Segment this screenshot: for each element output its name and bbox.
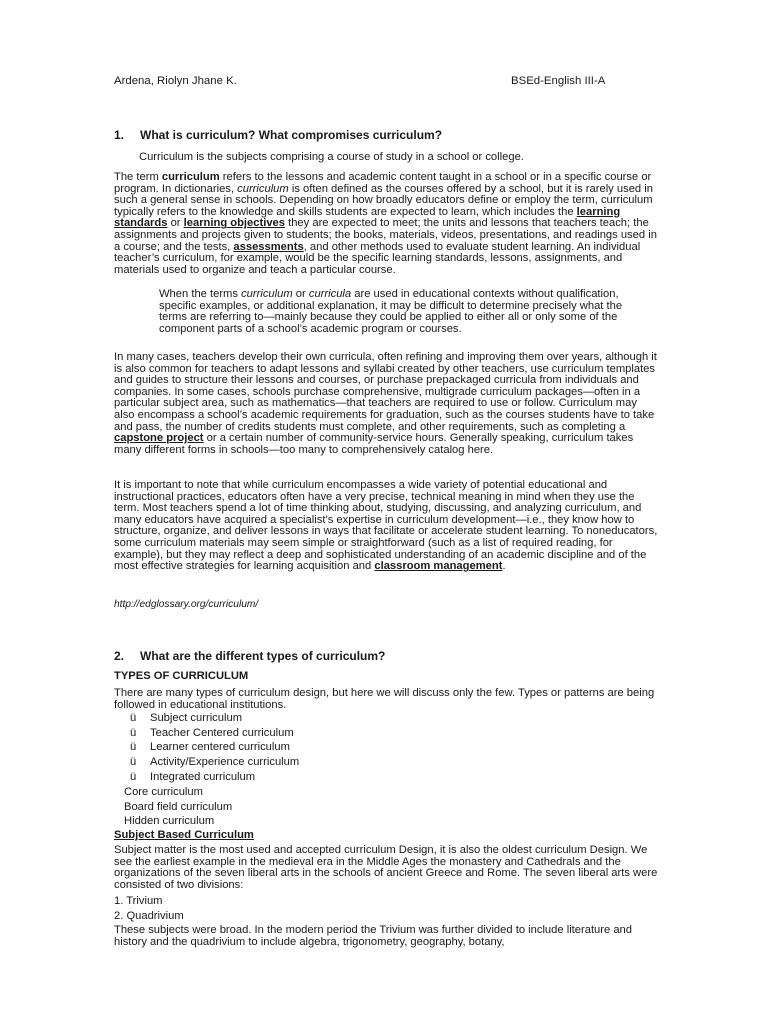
check-icon: ü <box>130 741 137 754</box>
plain-list <box>124 785 232 829</box>
student-class: BSEd-English III-A <box>511 75 606 87</box>
check-icon: ü <box>130 712 137 724</box>
header <box>114 76 660 90</box>
list-item: ü Activity/Experience curriculum <box>130 756 300 769</box>
list-item: Core curriculum <box>124 786 203 798</box>
list-item: 2. Quadrivium <box>114 909 184 922</box>
last-paragraph: These subjects were broad. In the modern period the Trivium was further divided to include literature and history and the quadrivium to include algebra, trigonometry, geography, botany, <box>114 924 633 948</box>
definition: Curriculum is the subjects comprising a course of study in a school or college. <box>139 151 524 163</box>
list-item: ü Teacher Centered curriculum <box>130 726 294 739</box>
assessments-link[interactable]: assessments <box>233 240 304 253</box>
question-1-title: What is curriculum? What compromises curriculum? <box>140 128 443 142</box>
list-item: Board field curriculum <box>124 800 233 813</box>
paragraph-3: It is important to note that while curriculum encompasses a wide variety of potential educational and instructional practices, educators often have a very precise, technical meaning in mind when they use the term. Most teachers spend a lot of time thinking about, studying, discussing, and analyzing curriculum, and many educators have acquired a specialist’s expertise in curriculum development—i.e., they know how to structure, organize, and deliver lessons in ways that facilitate or accelerate student learning. To noneducators, some curriculum materials may seem simple or straightforward (such as a list of required reading, for example), but they may reflect a deep and sophisticated understanding of an academic discipline and of the most effective strategies for learning acquisition and classroom management. <box>114 479 658 573</box>
term-curriculum: curriculum <box>161 171 220 183</box>
check-list <box>130 711 299 784</box>
divisions-list <box>114 894 184 923</box>
check-icon: ü <box>130 726 137 739</box>
capstone-project-link[interactable]: capstone project <box>114 432 204 445</box>
student-name: Ardena, Riolyn Jhane K. <box>114 75 237 87</box>
types-intro: There are many types of curriculum design, but here we will discuss only the few. Types or patterns are being followed in educational institutions. <box>114 687 655 711</box>
question-2-heading <box>114 651 385 663</box>
learning-standards-link[interactable]: learning standards <box>114 205 621 230</box>
list-item: ü Learner centered curriculum <box>130 741 290 754</box>
source-url[interactable]: http://edglossary.org/curriculum/ <box>114 599 259 610</box>
subject-based-title: Subject Based Curriculum <box>114 829 254 841</box>
list-item: ü Integrated curriculum <box>130 770 256 783</box>
question-1-heading <box>114 130 442 142</box>
question-2-number: 2. <box>114 649 125 663</box>
list-item: Hidden curriculum <box>124 815 215 828</box>
question-2-title: What are the different types of curriculum? <box>140 649 386 663</box>
check-icon: ü <box>130 770 137 783</box>
question-1-number: 1. <box>114 128 125 142</box>
list-item: ü Subject curriculum <box>130 712 243 724</box>
check-icon: ü <box>130 756 137 769</box>
types-title: TYPES OF CURRICULUM <box>114 670 249 682</box>
list-item: 1. Trivium <box>114 895 163 907</box>
paragraph-1: The term curriculum refers to the lessons and academic content taught in a school or in a specific course or program. In dictionaries, curriculum is often defined as the courses offered by a school, but it is rarely used in such a general sense in schools. Depending on how broadly educators define or employ the term, curriculum typically refers to the knowledge and skills students are expected to learn, which includes the learning standards or learning objectives they are expected to meet; the units and lessons that teachers teach; the assignments and projects given to students; the books, materials, videos, presentations, and readings used in a course; and the tests, assessments, and other methods used to evaluate student learning. An individual teacher’s curriculum, for example, would be the specific learning standards, lessons, assignments, and materials used to organize and teach a particular course. <box>114 171 657 276</box>
classroom-management-link[interactable]: classroom management <box>374 560 503 573</box>
learning-objectives-link[interactable]: learning objectives <box>183 217 285 230</box>
block-quote: When the terms curriculum or curricula are used in educational contexts without qualification, specific examples, or additional explanation, it may be difficult to determine precisely what the terms are referring to—mainly because they could be applied to either all or only some of the component parts of a school’s academic program or courses. <box>159 288 623 335</box>
subject-paragraph: Subject matter is the most used and accepted curriculum Design, it is also the oldest curriculum Design. We see the earliest example in the medieval era in the Middle Ages the monastery and Cathedrals and the organizations of the seven liberal arts in the schools of ancient Greece and Rome. The seven liberal arts were consisted of two divisions: <box>114 844 658 891</box>
paragraph-2: In many cases, teachers develop their own curricula, often refining and improving them over years, although it is also common for teachers to adapt lessons and syllabi created by other teachers, use curriculum templates and guides to structure their lessons and courses, or purchase prepackaged curricula from individuals and companies. In some cases, schools purchase comprehensive, multigrade curriculum packages—often in a particular subject area, such as mathematics—that teachers are required to use or follow. Curriculum may also encompass a school’s academic requirements for graduation, such as the courses students have to take and pass, the number of credits students must complete, and other requirements, such as completing a capstone project or a certain number of community-service hours. Generally speaking, curriculum takes many different forms in schools—too many to comprehensively catalog here. <box>114 351 657 456</box>
